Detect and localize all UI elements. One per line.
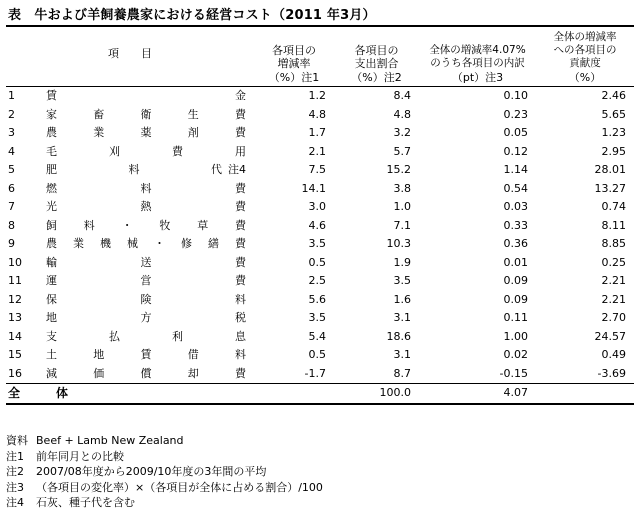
table-title: 表 牛および羊飼養農家における経営コスト（2011 年3月） [8, 8, 376, 23]
row-item-char: 却 [187, 366, 199, 380]
row-share: 4.8 [393, 107, 411, 121]
table-row [6, 180, 634, 199]
row-item-char: 飼 [46, 218, 57, 232]
row-share: 18.6 [386, 329, 411, 343]
row-share: 3.5 [393, 274, 411, 288]
row-item-char: 金 [235, 89, 246, 103]
row-pt: -0.15 [499, 366, 528, 380]
table-row [6, 217, 634, 236]
row-share: 7.1 [393, 218, 411, 232]
row-pt: 0.12 [503, 144, 528, 158]
row-item-char: 毛 [46, 144, 57, 158]
row-pt: 0.10 [503, 89, 528, 103]
header-contrib-line2: への各項目の [553, 44, 617, 56]
row-share: 5.7 [393, 144, 411, 158]
header-contrib-unit: （%） [536, 70, 634, 87]
row-item-char: 費 [235, 237, 246, 251]
total-label-char: 全 [8, 386, 21, 401]
header-change-line2: 増減率 [277, 57, 311, 70]
row-share: 3.2 [393, 126, 411, 140]
row-contrib: 0.74 [601, 200, 626, 214]
row-change: -1.7 [304, 366, 326, 380]
row-item [36, 254, 254, 273]
row-item-char: 料 [235, 348, 246, 362]
row-item-char: 地 [46, 311, 57, 325]
row-item-char: 械 [127, 237, 138, 251]
row-contrib: 28.01 [594, 163, 626, 177]
header-share [334, 26, 419, 70]
row-change: 5.6 [308, 292, 326, 306]
row-item-char: 価 [93, 366, 105, 380]
row-change: 7.5 [308, 163, 326, 177]
row-change: 4.6 [308, 218, 326, 232]
row-item-char: 料 [83, 218, 95, 232]
total-label-char: 体 [55, 386, 68, 401]
row-item [36, 198, 254, 217]
row-contrib: 2.21 [601, 292, 626, 306]
row-item-char: 輸 [46, 255, 57, 269]
row-item-char: 費 [172, 144, 183, 158]
row-item-char: 農 [46, 237, 57, 251]
row-share: 1.9 [393, 255, 411, 269]
row-pt: 0.03 [503, 200, 528, 214]
row-item-char: 償 [140, 366, 152, 380]
row-item-char: 費 [234, 218, 246, 232]
header-pt [419, 26, 536, 70]
row-item-note: 注4 [228, 163, 246, 177]
header-item [6, 26, 254, 70]
row-share: 3.1 [393, 348, 411, 362]
row-item-char: 草 [197, 218, 209, 232]
row-number: 16 [8, 366, 22, 380]
row-item-char: 費 [235, 200, 246, 214]
row-change: 2.1 [308, 144, 326, 158]
note-key: 注4 [6, 496, 24, 509]
row-item-char: 衛 [140, 107, 152, 121]
row-item [36, 346, 254, 365]
row-item-char: 方 [140, 311, 152, 325]
row-pt: 0.01 [503, 255, 528, 269]
table-row [6, 291, 634, 310]
row-share: 3.8 [393, 181, 411, 195]
row-contrib: 8.85 [601, 237, 626, 251]
row-change: 3.0 [308, 200, 326, 214]
row-contrib: 24.57 [594, 329, 626, 343]
row-item-char: 費 [235, 255, 246, 269]
table-body [6, 87, 634, 384]
row-item-char: ・ [154, 237, 165, 251]
row-item-char: 険 [140, 292, 152, 306]
row-item-char: 地 [93, 348, 105, 362]
row-item-char: 繕 [208, 237, 219, 251]
row-pt: 0.02 [503, 348, 528, 362]
row-pt: 0.23 [503, 107, 528, 121]
total-change [254, 384, 334, 404]
row-item-char: 費 [235, 181, 246, 195]
row-item [36, 124, 254, 143]
row-item [36, 235, 254, 254]
row-number: 4 [8, 144, 15, 158]
header-contrib [536, 26, 634, 70]
table-row [6, 365, 634, 384]
row-share: 10.3 [386, 237, 411, 251]
row-pt: 0.11 [503, 311, 528, 325]
row-item [36, 217, 254, 236]
note-key: 注2 [6, 465, 24, 478]
row-item-char: 代 [211, 163, 222, 177]
row-item [36, 87, 254, 106]
total-contrib [536, 384, 634, 404]
row-number: 6 [8, 181, 15, 195]
note-line [6, 464, 323, 480]
header-pt-line1: 全体の増減率4.07% [429, 44, 526, 56]
row-item [36, 309, 254, 328]
row-contrib: 5.65 [601, 107, 626, 121]
note-line [6, 433, 323, 449]
row-number: 11 [8, 274, 22, 288]
row-number: 8 [8, 218, 15, 232]
row-pt: 0.54 [503, 181, 528, 195]
table-row [6, 309, 634, 328]
row-share: 1.6 [393, 292, 411, 306]
header-pt-line2: のうち各項目の内訳 [430, 57, 525, 69]
note-text: 前年同月との比較 [36, 449, 124, 463]
row-item-char: 牧 [159, 218, 171, 232]
row-item-char: 費 [235, 107, 246, 121]
header-share-line1: 各項目の [354, 44, 399, 57]
note-line [6, 449, 323, 465]
row-contrib: 2.70 [601, 311, 626, 325]
row-item-char: 支 [46, 329, 57, 343]
header-unit-blank [6, 70, 254, 87]
note-key: 注1 [6, 449, 24, 463]
row-contrib: 2.21 [601, 274, 626, 288]
row-item-char: 費 [235, 366, 246, 380]
header-contrib-line1: 全体の増減率 [553, 31, 617, 43]
row-item-char: 送 [140, 255, 152, 269]
header-change [254, 26, 334, 70]
note-line [6, 495, 323, 511]
table-row [6, 328, 634, 347]
row-item-char: 熱 [140, 200, 152, 214]
header-change-line1: 各項目の [272, 44, 316, 57]
row-contrib: 2.46 [601, 89, 626, 103]
row-item-char: ・ [121, 218, 133, 232]
row-item-char: 料 [128, 163, 140, 177]
row-item-char: 減 [46, 366, 57, 380]
row-pt: 0.09 [503, 292, 528, 306]
header-unit-row [6, 70, 634, 87]
row-share: 3.1 [393, 311, 411, 325]
table-row [6, 235, 634, 254]
header-row [6, 26, 634, 70]
row-contrib: 2.95 [601, 144, 626, 158]
table-row [6, 106, 634, 125]
row-contrib: 8.11 [601, 218, 626, 232]
table-row [6, 161, 634, 180]
header-share-unit: （%）注2 [334, 70, 419, 87]
row-pt: 1.14 [503, 163, 528, 177]
row-pt: 0.09 [503, 274, 528, 288]
row-item-char: 賃 [46, 89, 57, 103]
row-item-char: 費 [235, 126, 246, 140]
row-item-char: 光 [46, 200, 57, 214]
row-item-char: 薬 [140, 126, 152, 140]
row-item-char: 保 [46, 292, 57, 306]
row-share: 8.7 [393, 366, 411, 380]
row-number: 3 [8, 126, 15, 140]
row-item-char: 費 [235, 274, 246, 288]
row-item-char: 料 [235, 292, 246, 306]
header-contrib-line3: 貢献度 [569, 57, 601, 69]
row-item-char: 修 [181, 237, 192, 251]
note-text: Beef + Lamb New Zealand [36, 434, 184, 447]
row-item [36, 106, 254, 125]
row-contrib: 0.49 [601, 348, 626, 362]
row-change: 1.7 [308, 126, 326, 140]
row-item [36, 272, 254, 291]
row-item-char: 営 [140, 274, 152, 288]
table-row [6, 124, 634, 143]
row-item-char: 肥 [46, 163, 57, 177]
table-row [6, 87, 634, 106]
row-item [36, 291, 254, 310]
row-share: 1.0 [393, 200, 411, 214]
row-item-char: 燃 [46, 181, 57, 195]
row-item-char: 生 [187, 107, 199, 121]
row-share: 15.2 [386, 163, 411, 177]
row-item-char: 税 [235, 311, 246, 325]
row-change: 0.5 [308, 255, 326, 269]
row-pt: 1.00 [503, 329, 528, 343]
row-contrib: 13.27 [594, 181, 626, 195]
row-item-char: 土 [46, 348, 57, 362]
row-item-char: 料 [140, 181, 152, 195]
note-text: 石灰、種子代を含む [36, 496, 135, 509]
total-label [6, 384, 254, 404]
row-change: 3.5 [308, 311, 326, 325]
row-number: 5 [8, 163, 15, 177]
row-item-char: 息 [235, 329, 246, 343]
row-item-char: 賃 [140, 348, 152, 362]
row-number: 1 [8, 89, 15, 103]
row-item-char: 家 [46, 107, 57, 121]
table-row [6, 198, 634, 217]
row-item-char: 払 [109, 329, 120, 343]
row-number: 10 [8, 255, 22, 269]
row-item-char: 用 [235, 144, 246, 158]
row-item [36, 180, 254, 199]
header-pt-unit: （pt）注3 [419, 70, 536, 87]
row-share: 8.4 [393, 89, 411, 103]
row-change: 3.5 [308, 237, 326, 251]
row-number: 12 [8, 292, 22, 306]
cost-table [6, 25, 634, 405]
table-row [6, 346, 634, 365]
row-item-char: 運 [46, 274, 57, 288]
row-item-char: 業 [73, 237, 84, 251]
row-item-char: 刈 [109, 144, 120, 158]
notes [6, 433, 323, 511]
row-item [36, 161, 254, 180]
row-pt: 0.36 [503, 237, 528, 251]
row-item-char: 農 [46, 126, 57, 140]
note-line [6, 480, 323, 496]
row-change: 5.4 [308, 329, 326, 343]
row-item [36, 365, 254, 384]
note-key: 注3 [6, 480, 24, 494]
row-item-char: 機 [100, 237, 111, 251]
note-key: 資料 [6, 434, 28, 447]
table-row [6, 143, 634, 162]
row-item-char: 業 [93, 126, 105, 140]
total-share: 100.0 [334, 384, 419, 404]
header-change-unit: （%）注1 [254, 70, 334, 87]
row-pt: 0.05 [503, 126, 528, 140]
row-item [36, 143, 254, 162]
note-text: （各項目の変化率）×（各項目が全体に占める割合）/100 [36, 480, 323, 494]
row-contrib: 1.23 [601, 126, 626, 140]
row-item-char: 畜 [93, 107, 105, 121]
row-number: 13 [8, 311, 22, 325]
table-row [6, 272, 634, 291]
row-change: 1.2 [308, 89, 326, 103]
row-change: 0.5 [308, 348, 326, 362]
row-item-char: 剤 [187, 126, 199, 140]
row-pt: 0.33 [503, 218, 528, 232]
row-contrib: -3.69 [597, 366, 626, 380]
row-change: 14.1 [301, 181, 326, 195]
row-number: 7 [8, 200, 15, 214]
row-contrib: 0.25 [601, 255, 626, 269]
row-item-char: 利 [172, 329, 183, 343]
row-item-char: 借 [187, 348, 199, 362]
header-share-line2: 支出割合 [354, 57, 399, 70]
row-item [36, 328, 254, 347]
row-number: 2 [8, 107, 15, 121]
total-pt: 4.07 [419, 384, 536, 404]
total-row [6, 384, 634, 404]
row-number: 15 [8, 348, 22, 362]
note-text: 2007/08年度から2009/10年度の3年間の平均 [36, 465, 267, 478]
row-change: 4.8 [308, 107, 326, 121]
row-number: 9 [8, 237, 15, 251]
row-number: 14 [8, 329, 22, 343]
header-item-label: 項 目 [108, 47, 152, 60]
row-change: 2.5 [308, 274, 326, 288]
table-row [6, 254, 634, 273]
